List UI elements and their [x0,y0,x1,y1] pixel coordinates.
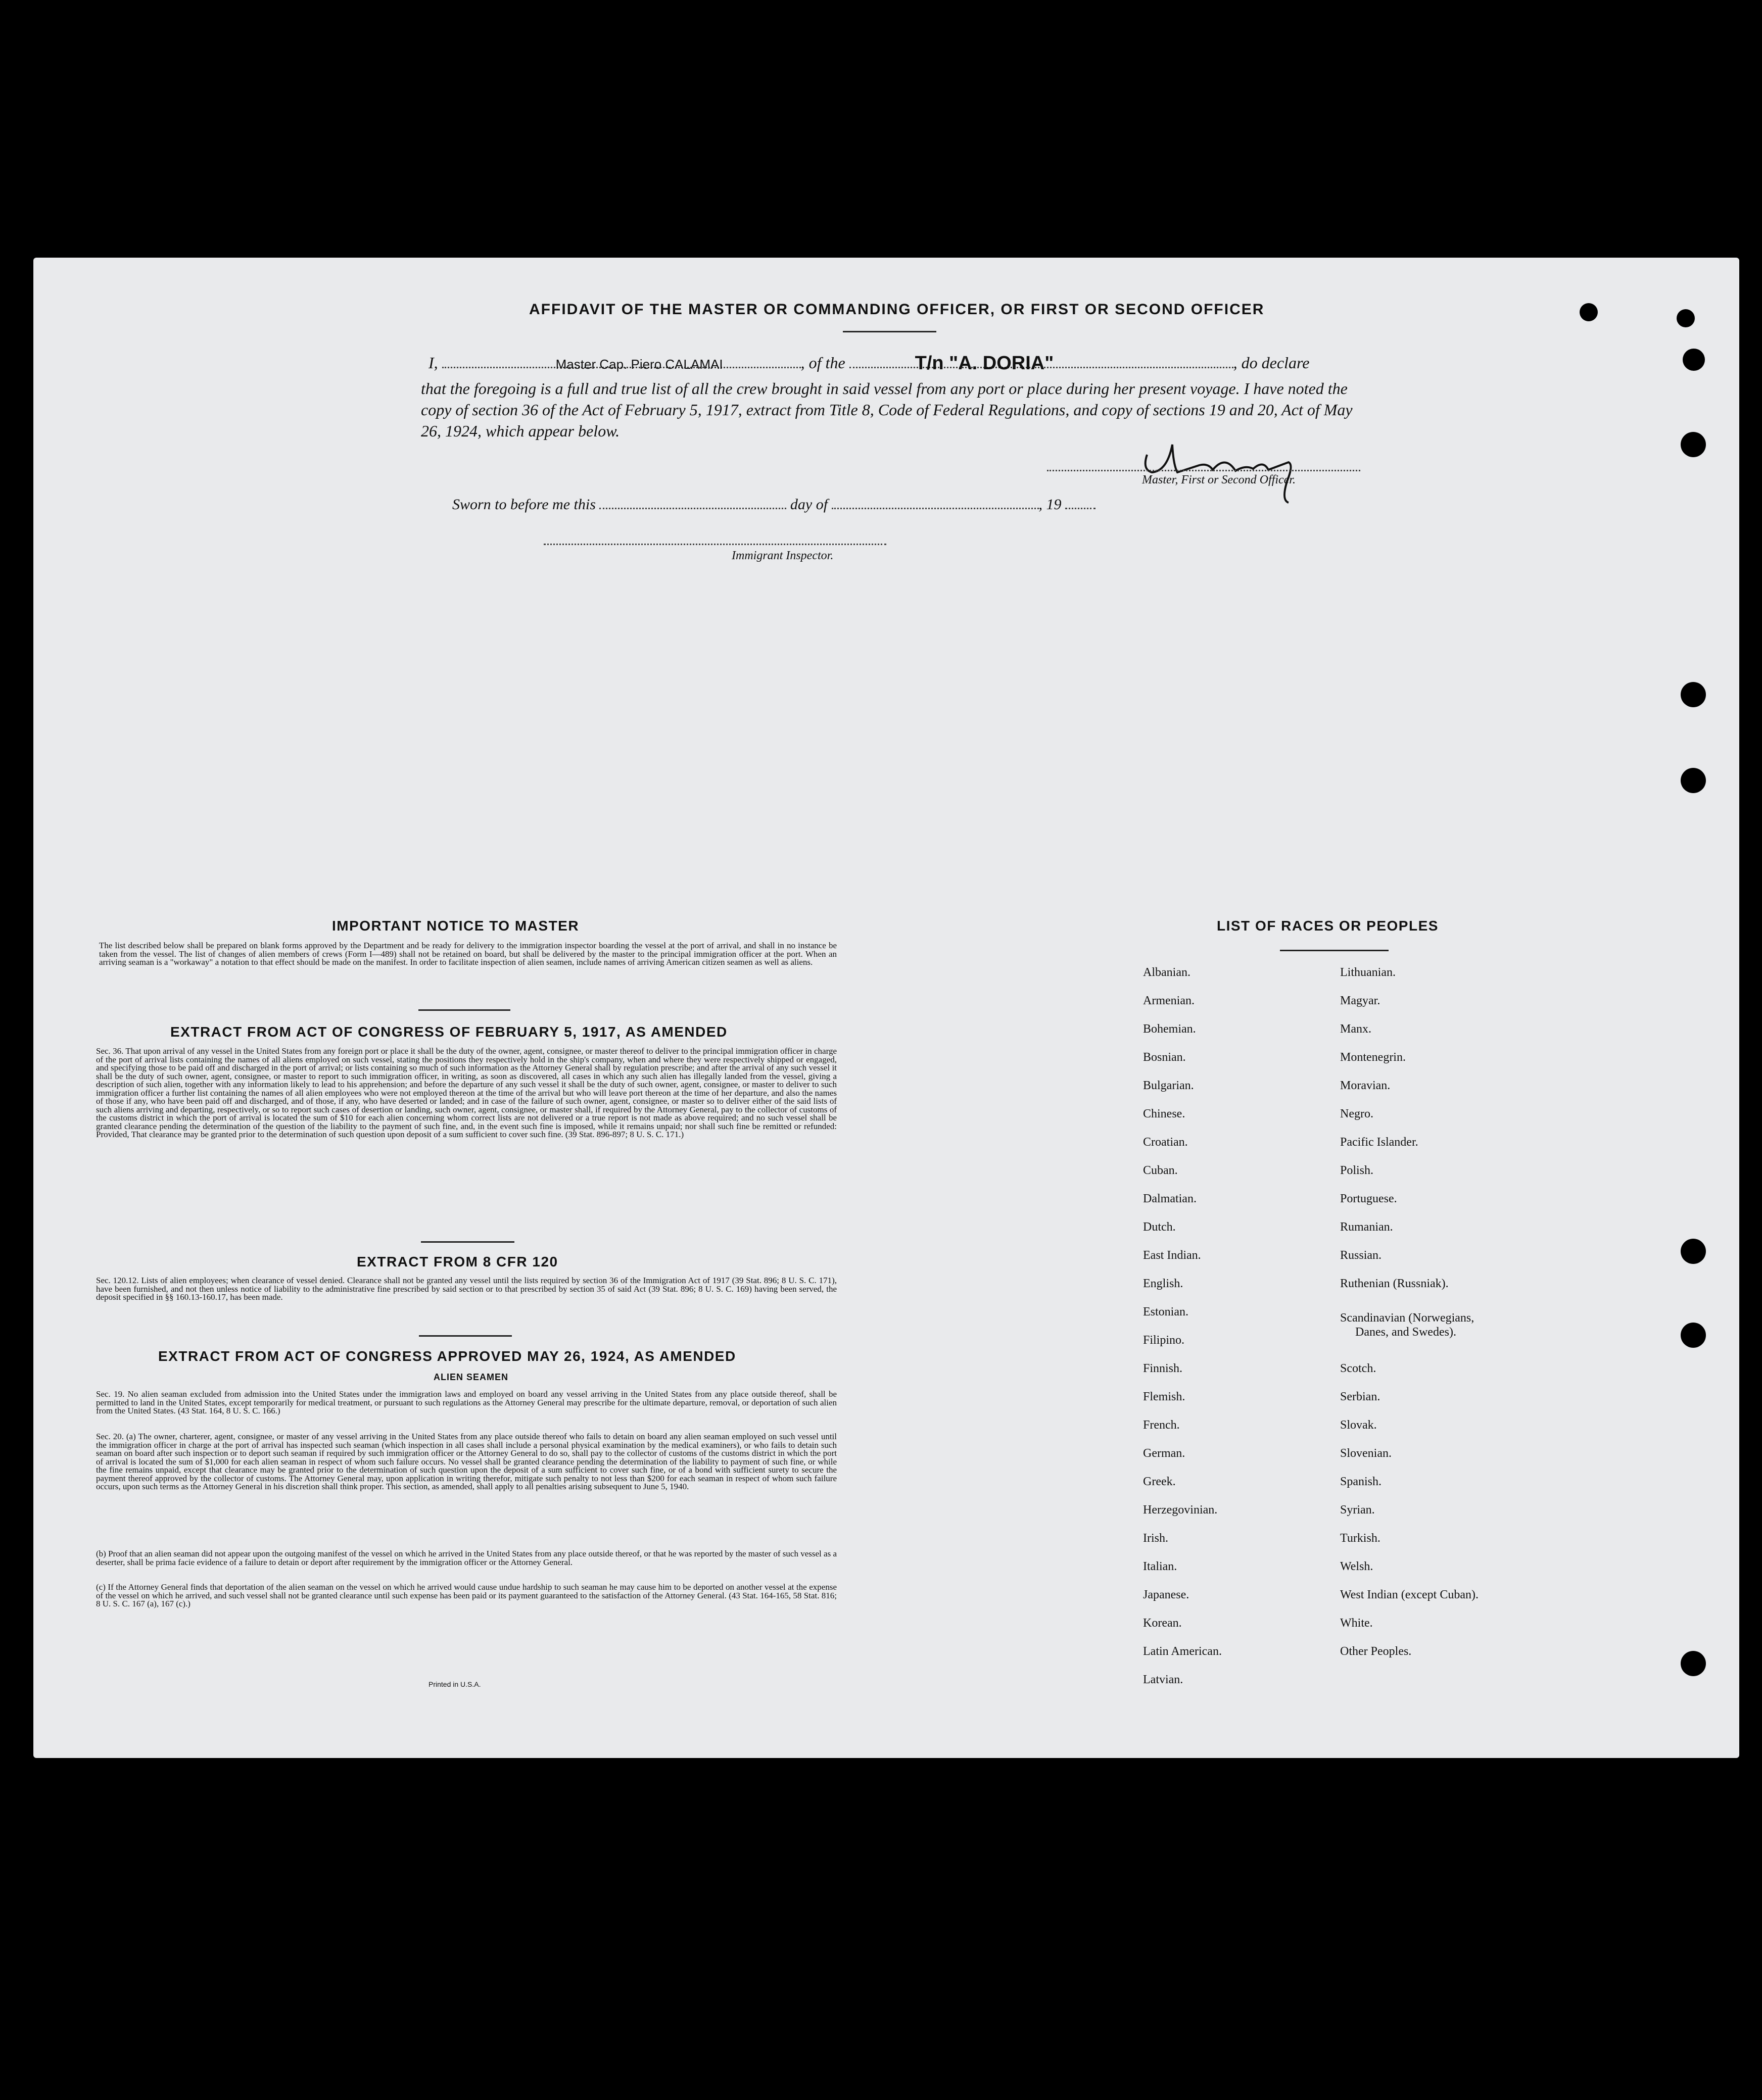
race-item: Magyar. [1340,994,1380,1007]
inspector-caption: Immigrant Inspector. [732,549,834,562]
race-item: Finnish. [1143,1362,1183,1375]
race-item: Portuguese. [1340,1192,1397,1205]
inspector-signature-line[interactable] [544,544,886,545]
race-item: Dutch. [1143,1220,1176,1234]
race-item: English. [1143,1277,1183,1290]
race-item: Other Peoples. [1340,1645,1412,1658]
race-item: Rumanian. [1340,1220,1393,1234]
do-declare-label: , do declare [1233,354,1310,372]
of-the-label: , of the [800,354,845,372]
race-item: Pacific Islander. [1340,1136,1418,1149]
race-item: Manx. [1340,1022,1371,1036]
race-item: Dalmatian. [1143,1192,1197,1205]
race-item: Danes, and Swedes). [1355,1326,1456,1339]
declaration-text: that the foregoing is a full and true list of all the crew brought in said vessel from any port or place during her present voyage. I have noted the copy of section 36 of the Act of February 5, 1917, extract from Title 8, Code of Federal Regulations, and copy of sections 19 and 20, Act of May 26, 1924, which appear below. [421,379,1353,440]
day-of-label: day of [790,496,828,513]
race-item: Armenian. [1143,994,1195,1007]
extract-1924-sec20: Sec. 20. (a) The owner, charterer, agent, consignee, or master of any vessel arriving in the United States from any place outside thereof who fails to detain on board any alien seaman employed on such vessel until the immigration officer in charge at the port of arrival has inspected such seaman (which inspection in all cases shall include a personal physical examination by the medical examiners), or who fails to detain such seaman on board after such inspection or to deport such seaman if required by such immigration officer or the Attorney General to do so, shall pay to the collector of customs of the customs district in which the port of arrival is located the sum of $1,000 for each alien seaman in respect of whom such failure occurs. No vessel shall be granted clearance pending the determination of the liability to payment of such fine, or while the fine remains unpaid, except that clearance may be granted prior to the determination of such question upon the deposit of a sum sufficient to cover such fine, or of a bond with sufficient surety to secure the payment thereof approved by the collector of customs. The Attorney General may, upon application in writing therefor, mitigate such penalty to not less than $200 for each seaman in respect of whom such failure occurs, upon such terms as the Attorney General in his discretion shall think proper. This section, as amended, shall apply to all penalties arising subsequent to June 5, 1940. [96,1432,837,1491]
race-item: Spanish. [1340,1475,1382,1488]
extract-1924-sec20b: (b) Proof that an alien seaman did not appear upon the outgoing manifest of the vessel on which he arrived in the United States from any place outside thereof, or that he was reported by the master of such vessel as a deserter, shall be prima facie evidence of a failure to detain or deport after requirement by the immigration officer or the Attorney General. [96,1549,837,1567]
punch-hole [1681,1239,1706,1264]
race-item: Polish. [1340,1164,1374,1177]
punch-hole [1681,768,1706,793]
extract-1924-title: EXTRACT FROM ACT OF CONGRESS APPROVED MAY 26, 1924, AS AMENDED [158,1348,736,1364]
race-item: Slovak. [1340,1419,1377,1432]
race-item: Flemish. [1143,1390,1185,1403]
title-rule [843,331,936,332]
race-item: Scandinavian (Norwegians, [1340,1311,1474,1325]
race-item: East Indian. [1143,1249,1201,1262]
sworn-day-field[interactable] [599,508,786,509]
race-item: Lithuanian. [1340,966,1396,979]
sworn-year-field[interactable] [1065,508,1096,509]
race-item: Serbian. [1340,1390,1380,1403]
race-item: Filipino. [1143,1334,1185,1347]
race-item: Italian. [1143,1560,1177,1573]
extract-cfr-body: Sec. 120.12. Lists of alien employees; when clearance of vessel denied. Clearance shall not be granted any vessel until the lists required by section 36 of the Immigration Act of 1917 (39 Stat. 896; 8 U. S. C. 171), have been furnished, and not then unless notice of liability to the administrative fine prescribed by said section or to that prescribed by section 35 of said Act (39 Stat. 896; 8 U. S. C. 169) having been served, the deposit specified in §§ 160.13-160.17, has been made. [96,1276,837,1302]
year-prefix: , 19 [1038,496,1062,513]
declaration-first-line [428,354,1363,372]
race-item: Slovenian. [1340,1447,1392,1460]
punch-hole [1580,303,1598,321]
race-item: Irish. [1143,1532,1168,1545]
race-item: Turkish. [1340,1532,1380,1545]
sworn-label: Sworn to before me this [452,496,596,513]
punch-hole [1681,682,1706,707]
race-item: Chinese. [1143,1107,1185,1120]
vessel-name-value: T/n "A. DORIA" [915,353,1054,374]
section-rule [1280,950,1389,951]
race-item: Latin American. [1143,1645,1222,1658]
punch-hole [1683,349,1705,371]
race-item: Ruthenian (Russniak). [1340,1277,1449,1290]
race-item: French. [1143,1419,1180,1432]
races-title: LIST OF RACES OR PEOPLES [1217,918,1439,934]
race-item: Negro. [1340,1107,1373,1120]
notice-title: IMPORTANT NOTICE TO MASTER [332,918,580,934]
race-item: Scotch. [1340,1362,1376,1375]
race-item: Bosnian. [1143,1051,1186,1064]
master-name-field[interactable] [442,357,801,372]
race-item: Japanese. [1143,1588,1189,1601]
race-item: Bohemian. [1143,1022,1196,1036]
race-item: Albanian. [1143,966,1190,979]
race-item: West Indian (except Cuban). [1340,1588,1479,1601]
extract-1924-sec19: Sec. 19. No alien seaman excluded from admission into the United States under the immigration laws and employed on board any vessel arriving in the United States from any place outside thereof, shall be permitted to land in the United States, except temporarily for medical treatment, or pursuant to such regulations as the Attorney General may prescribe for the ultimate departure, removal, or deportation of such alien from the United States. (43 Stat. 164, 8 U. S. C. 166.) [96,1389,837,1415]
signature-caption: Master, First or Second Officer. [1142,473,1296,486]
notice-body: The list described below shall be prepared on blank forms approved by the Department and be ready for delivery to the immigration inspector boarding the vessel at the port of arrival, and shall in no instance be taken from the vessel. The list of changes of alien members of crews (Form I—489) shall not be retained on board, but shall be delivered by the master to the principal immigration officer at the port. When an arriving seaman is a "workaway" a notation to that effect should be made on the manifest. In order to facilitate inspection of alien seamen, include names of arriving American citizen seamen as well as aliens. [99,941,837,967]
race-item: White. [1340,1617,1373,1630]
race-item: Russian. [1340,1249,1382,1262]
extract-1917-title: EXTRACT FROM ACT OF CONGRESS OF FEBRUARY 5, 1917, AS AMENDED [170,1024,728,1040]
race-item: Estonian. [1143,1305,1188,1318]
race-item: Latvian. [1143,1673,1183,1686]
i-label: I, [428,354,438,372]
extract-1917-body: Sec. 36. That upon arrival of any vessel in the United States from any foreign port or place it shall be the duty of the owner, agent, consignee, or master thereof to deliver to the principal immigration officer in charge of the port of arrival lists containing the names of all aliens employed on such vessel, stating the positions they respectively hold in the ship's company, when and where they were respectively shipped or engaged, and specifying those to be paid off and discharged in the port of arrival; or lists containing so much of such information as the Attorney General shall by regulation prescribe; and after the arrival of any such vessel it shall be the duty of such owner, agent, consignee, or master to report to such immigration officer, in writing, as soon as discovered, all cases in which any such alien has illegally landed from the vessel, giving a description of such alien, together with any information likely to lead to his apprehension; and before the departure of any such vessel it shall be the duty of such owner, agent, consignee, or master to deliver to such immigration officer a further list containing the names of all alien employees who were not employed thereon at the time of the arrival but who will leave port thereon at the time of her departure, and also the names of those if any, who have been paid off and discharged, and of those, if any, who have deserted or landed; and in case of the failure of such owner, agent, consignee, or master so to deliver either of the said lists of such aliens arriving and departing, respectively, or so to report such cases of desertion or landing, such owner, agent, consignee, or master shall, if required by the Attorney General, pay to the collector of customs of the customs district in which the port of arrival is located the sum of $10 for each alien concerning whom correct lists are not delivered or a true report is not made as above required; and no such vessel shall be granted clearance pending the determination of the question of the liability to the payment of such fine, and, in the event such fine is imposed, while it remains unpaid; nor shall such fine be remitted or refunded: Provided, That clearance may be granted prior to the determination of such question upon deposit of a sum sufficient to cover such fine. (39 Stat. 896-897; 8 U. S. C. 171.) [96,1046,837,1139]
punch-hole [1681,1651,1706,1676]
race-item: Herzegovinian. [1143,1503,1218,1517]
race-item: Greek. [1143,1475,1176,1488]
punch-hole [1681,432,1706,457]
punch-hole [1677,309,1695,327]
extract-cfr-title: EXTRACT FROM 8 CFR 120 [357,1254,558,1269]
race-item: Welsh. [1340,1560,1373,1573]
race-item: Croatian. [1143,1136,1188,1149]
punch-hole [1681,1323,1706,1348]
vessel-name-field[interactable] [849,353,1233,374]
race-item: Moravian. [1340,1079,1391,1092]
section-rule [419,1335,512,1337]
master-name-value: Master Cap. Piero CALAMAI [555,357,723,372]
race-item: Bulgarian. [1143,1079,1194,1092]
alien-seamen-subtitle: ALIEN SEAMEN [434,1372,509,1382]
affidavit-title: AFFIDAVIT OF THE MASTER OR COMMANDING OFFICER, OR FIRST OR SECOND OFFICER [529,301,1265,318]
section-rule [418,1009,510,1011]
signature-line[interactable] [1047,470,1360,471]
extract-1924-sec20c: (c) If the Attorney General finds that deportation of the alien seaman on the vessel on which he arrived would cause undue hardship to such seaman he may cause him to be deported on another vessel at the expense of the vessel on which he arrived, and such vessel shall not be granted clearance until such expense has been paid or its payment guaranteed to the satisfaction of the Attorney General. (43 Stat. 164-165, 58 Stat. 816; 8 U. S. C. 167 (a), 167 (c).) [96,1582,837,1608]
race-item: Montenegrin. [1340,1051,1406,1064]
race-item: Korean. [1143,1617,1182,1630]
race-item: Cuban. [1143,1164,1178,1177]
sworn-line [452,496,1096,513]
race-item: German. [1143,1447,1185,1460]
form-page [33,258,1739,1758]
sworn-month-field[interactable] [832,508,1039,509]
section-rule [421,1241,514,1243]
race-item: Syrian. [1340,1503,1375,1517]
printed-in-usa: Printed in U.S.A. [428,1680,481,1688]
